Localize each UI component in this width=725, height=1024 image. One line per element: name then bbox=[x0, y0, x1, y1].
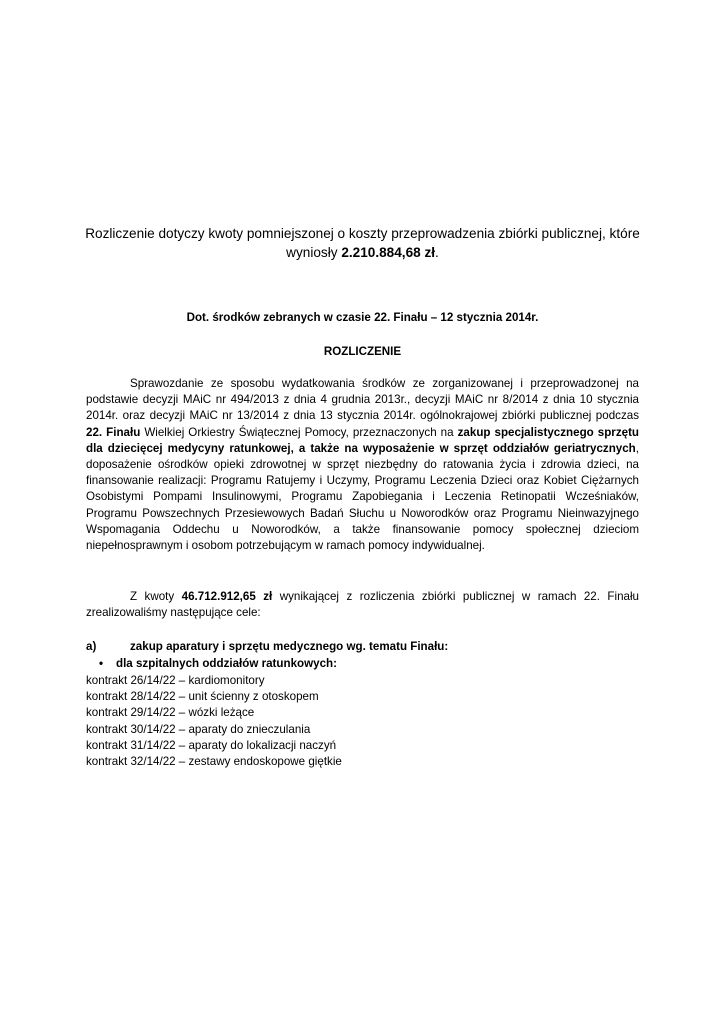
list-item: kontrakt 28/14/22 – unit ścienny z otoskopem bbox=[86, 690, 319, 704]
section-a-label: zakup aparatury i sprzętu medycznego wg. tematu Finału: bbox=[130, 640, 449, 653]
list-item: kontrakt 30/14/22 – aparaty do znieczulania bbox=[86, 722, 311, 736]
bullet-heading bbox=[86, 657, 639, 670]
intro-end: . bbox=[435, 245, 439, 260]
bullet-icon: • bbox=[98, 657, 104, 670]
paragraph2-part1: Z kwoty bbox=[130, 590, 182, 603]
paragraph1-bold2: zakup specjalistycznego sprzętu dla dziecięcej medycyny ratunkowej, a także na wyposażenie w sprzęt oddziałów geriatrycznych bbox=[86, 425, 640, 455]
list-item: kontrakt 32/14/22 – zestawy endoskopowe giętkie bbox=[86, 755, 342, 769]
subject-line: Dot. środków zebranych w czasie 22. Finału – 12 stycznia 2014r. bbox=[186, 311, 539, 324]
report-paragraph bbox=[86, 376, 639, 554]
paragraph1-part2: Wielkiej Orkiestry Świątecznej Pomocy, przeznaczonych na bbox=[140, 425, 458, 439]
contract-list bbox=[86, 673, 639, 770]
list-item: kontrakt 31/14/22 – aparaty do lokalizacji naczyń bbox=[86, 738, 337, 752]
intro-amount: 2.210.884,68 zł bbox=[341, 245, 436, 260]
paragraph1-bold1: 22. Finału bbox=[86, 425, 141, 439]
paragraph1-part3: , doposażenie ośrodków opieki zdrowotnej w sprzęt niezbędny do ratowania życia i zdrowia dzieci, na finansowanie realizacji: Programu Ratujemy i Uczymy, Programu Leczenia Dzieci oraz Kobiet Ciężarnych Osobistymi Pompami Insulinowymi, Programu Zapobiegania i Leczenia Retinopatii Wcześniaków, Programu Powszechnych Przesiewowych Badań Słuchu u Noworodków oraz Programu Nieinwazyjnego Wspomagania Oddechu u Noworodków, a także finansowanie pomocy społecznej dzieciom niepełnosprawnym i osobom potrzebującym w ramach pomocy indywidualnej. bbox=[86, 441, 639, 553]
list-item: kontrakt 29/14/22 – wózki leżące bbox=[86, 706, 255, 720]
intro-text: Rozliczenie dotyczy kwoty pomniejszonej o koszty przeprowadzenia zbiórki publicznej, które wyniosły bbox=[85, 226, 640, 260]
amount-paragraph bbox=[86, 589, 639, 621]
paragraph1-part1: Sprawozdanie ze sposobu wydatkowania środków ze zorganizowanej i przeprowadzonej na podstawie decyzji MAiC nr 494/2013 z dnia 4 grudnia 2013r., decyzji MAiC nr 8/2014 z dnia 10 stycznia 2014r. oraz decyzji MAiC nr 13/2014 z dnia 13 stycznia 2014r. ogólnokrajowej zbiórki publicznej podczas bbox=[86, 377, 639, 423]
intro-statement bbox=[80, 224, 645, 262]
document-title: ROZLICZENIE bbox=[323, 345, 402, 358]
list-item: kontrakt 26/14/22 – kardiomonitory bbox=[86, 674, 265, 687]
section-a-letter: a) bbox=[86, 640, 97, 653]
paragraph2-part2: wynikającej z rozliczenia zbiórki publicznej w ramach 22. Finału zrealizowaliśmy następujące cele: bbox=[86, 590, 639, 620]
bullet-label: dla szpitalnych oddziałów ratunkowych: bbox=[116, 657, 337, 670]
section-a-heading bbox=[86, 640, 639, 653]
paragraph2-amount: 46.712.912,65 zł bbox=[181, 590, 273, 603]
